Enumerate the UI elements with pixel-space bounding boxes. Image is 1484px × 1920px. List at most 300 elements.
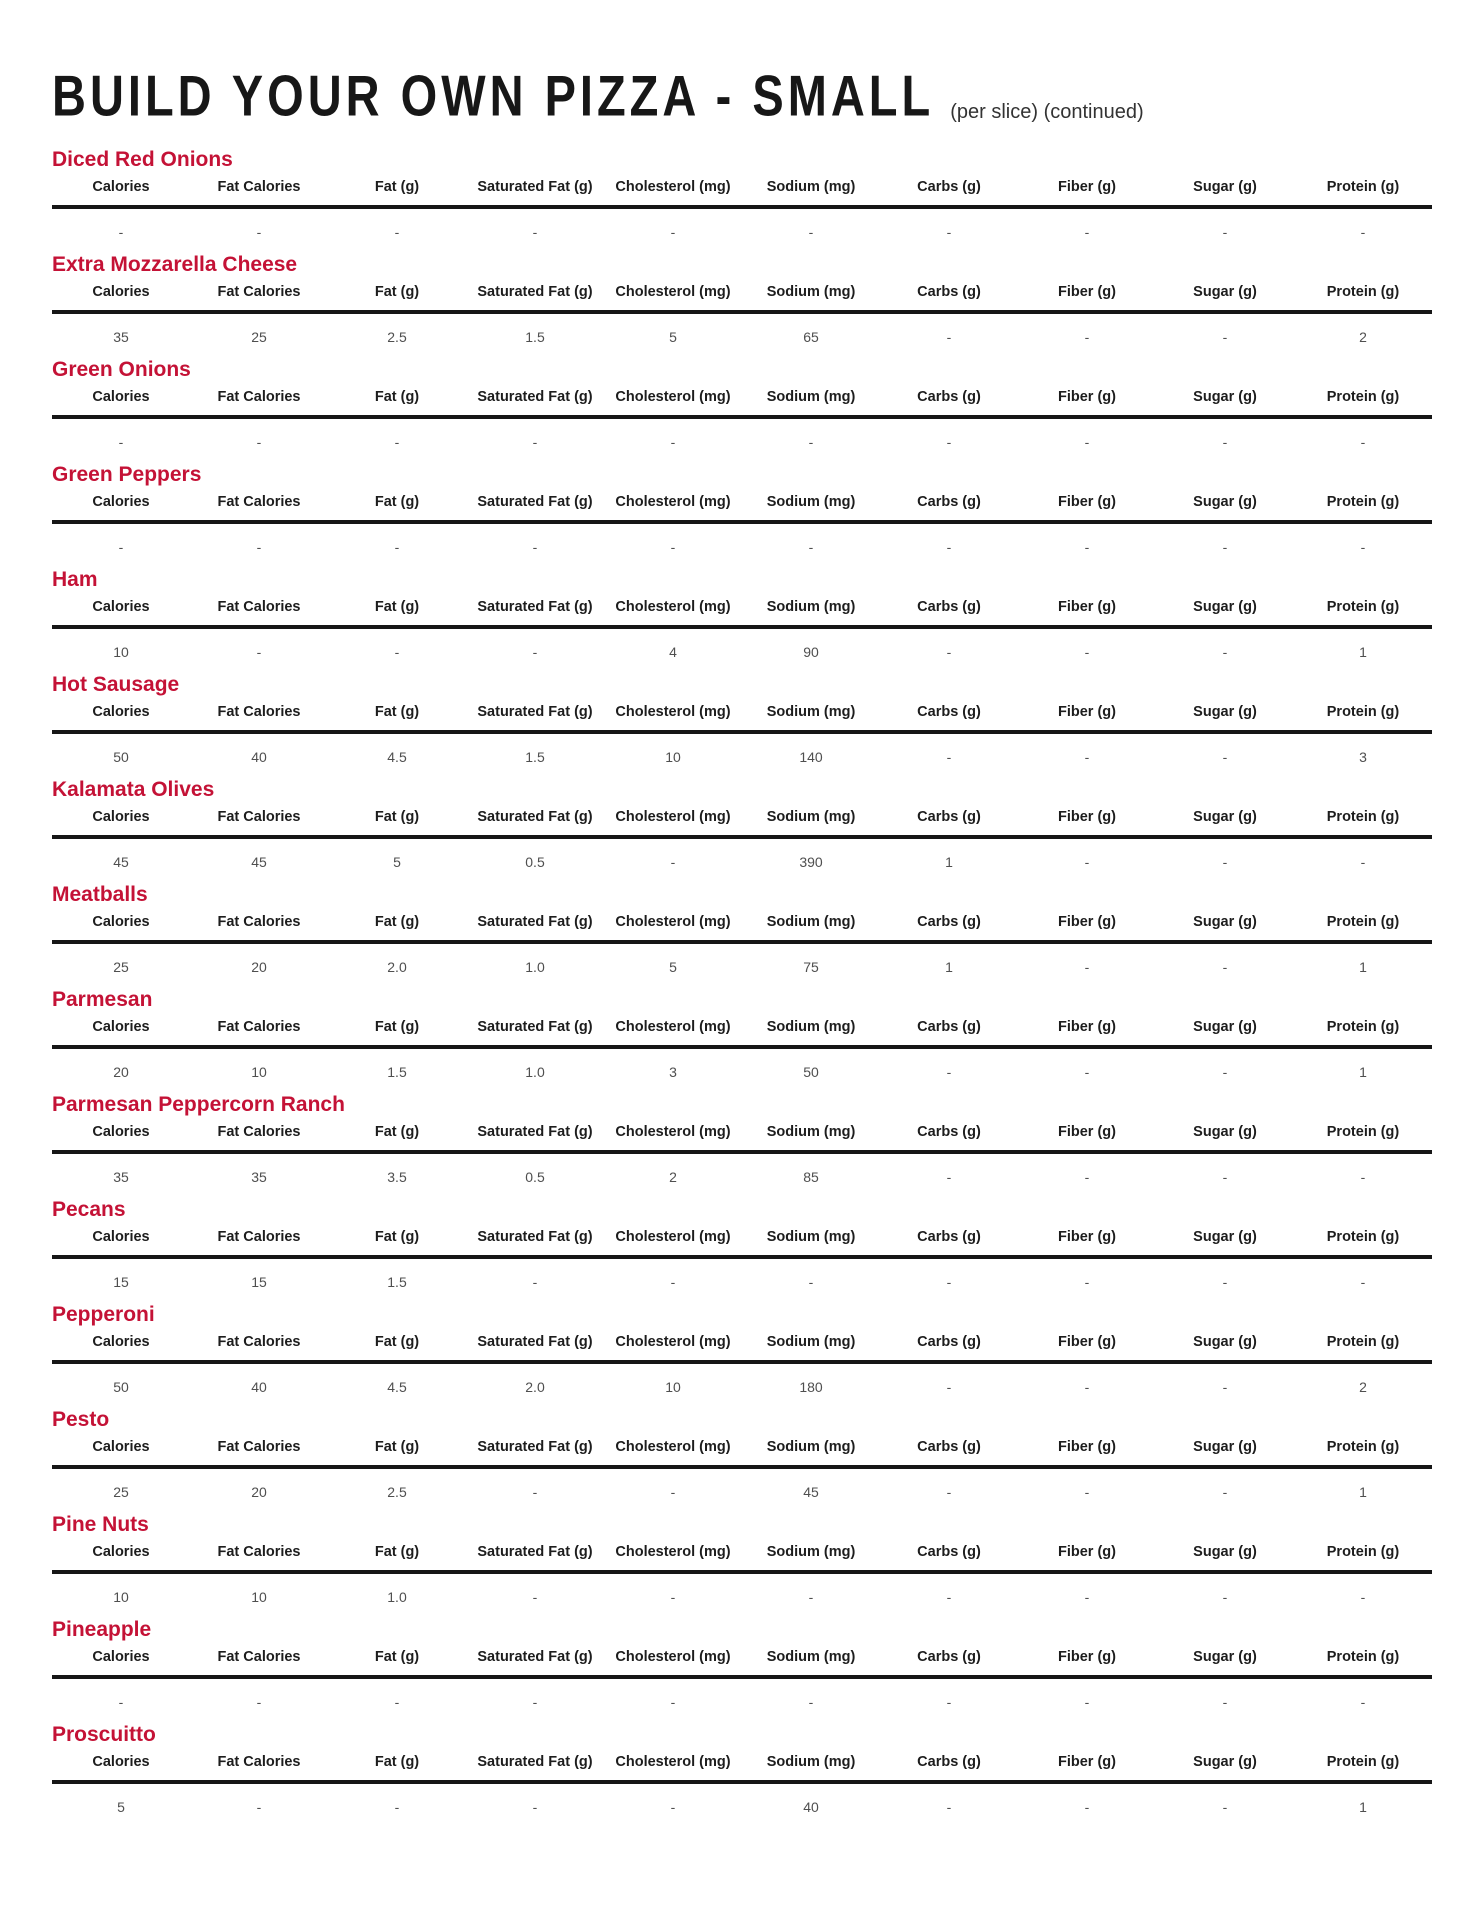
- column-header: Cholesterol (mg): [615, 1649, 731, 1665]
- column-header: Protein (g): [1326, 494, 1400, 510]
- column-header: Fiber (g): [1058, 284, 1116, 300]
- nutrition-table-header: [52, 1649, 1432, 1679]
- column-header: Fat (g): [374, 599, 420, 615]
- column-header: Carbs (g): [917, 389, 981, 405]
- value-cell: 1.0: [525, 959, 545, 975]
- value-cell: -: [1222, 644, 1228, 660]
- value-cell: -: [1084, 1379, 1090, 1395]
- value-cell: 1.0: [525, 1064, 545, 1080]
- nutrition-table-header: [52, 1544, 1432, 1574]
- value-cell: -: [946, 1064, 952, 1080]
- value-cell: -: [394, 1799, 400, 1815]
- column-header: Protein (g): [1326, 1019, 1400, 1035]
- value-cell: -: [1222, 1589, 1228, 1605]
- column-header: Cholesterol (mg): [615, 1124, 731, 1140]
- column-header: Fat Calories: [217, 284, 301, 300]
- column-header: Protein (g): [1326, 1649, 1400, 1665]
- value-cell: -: [1222, 1064, 1228, 1080]
- column-header: Fat Calories: [217, 1019, 301, 1035]
- value-cell: -: [532, 644, 538, 660]
- value-cell: -: [670, 1694, 676, 1710]
- value-cell: -: [808, 1589, 814, 1605]
- value-cell: -: [1084, 1799, 1090, 1815]
- column-header: Calories: [92, 1124, 150, 1140]
- column-header: Cholesterol (mg): [615, 179, 731, 195]
- column-header: Fiber (g): [1058, 1649, 1116, 1665]
- nutrition-table-header: [52, 1334, 1432, 1364]
- value-cell: -: [532, 224, 538, 240]
- nutrition-table-values: [52, 419, 1432, 451]
- value-cell: 65: [803, 329, 819, 345]
- column-header: Cholesterol (mg): [615, 1229, 731, 1245]
- value-cell: 5: [393, 854, 401, 870]
- section-heading: Hot Sausage: [52, 673, 180, 696]
- column-header: Calories: [92, 389, 150, 405]
- value-cell: 4.5: [387, 749, 407, 765]
- section-heading: Diced Red Onions: [52, 148, 233, 171]
- column-header: Fat Calories: [217, 1334, 301, 1350]
- column-header: Fat (g): [374, 1124, 420, 1140]
- column-header: Sodium (mg): [766, 1754, 856, 1770]
- column-header: Protein (g): [1326, 1334, 1400, 1350]
- column-header: Protein (g): [1326, 1544, 1400, 1560]
- value-cell: 1: [1359, 1799, 1367, 1815]
- value-cell: -: [532, 1274, 538, 1290]
- nutrition-table-values: [52, 1469, 1432, 1501]
- column-header: Fat Calories: [217, 1229, 301, 1245]
- value-cell: 25: [113, 959, 129, 975]
- column-header: Sodium (mg): [766, 1334, 856, 1350]
- value-cell: -: [670, 854, 676, 870]
- column-header: Calories: [92, 1544, 150, 1560]
- column-header: Sugar (g): [1193, 1124, 1257, 1140]
- value-cell: -: [946, 1799, 952, 1815]
- column-header: Fat (g): [374, 494, 420, 510]
- column-header: Sugar (g): [1193, 284, 1257, 300]
- section-heading: Meatballs: [52, 883, 148, 906]
- column-header: Carbs (g): [917, 284, 981, 300]
- topping-section: [52, 882, 1432, 976]
- topping-section: [52, 1407, 1432, 1501]
- value-cell: 5: [117, 1799, 125, 1815]
- column-header: Fat (g): [374, 1229, 420, 1245]
- value-cell: -: [256, 1694, 262, 1710]
- value-cell: -: [532, 434, 538, 450]
- column-header: Fat (g): [374, 1439, 420, 1455]
- value-cell: 40: [803, 1799, 819, 1815]
- column-header: Protein (g): [1326, 1229, 1400, 1245]
- section-heading: Kalamata Olives: [52, 778, 215, 801]
- column-header: Fat Calories: [217, 1754, 301, 1770]
- column-header: Sodium (mg): [766, 1649, 856, 1665]
- value-cell: -: [946, 644, 952, 660]
- value-cell: 20: [113, 1064, 129, 1080]
- value-cell: -: [1360, 1694, 1366, 1710]
- value-cell: -: [1084, 434, 1090, 450]
- column-header: Cholesterol (mg): [615, 599, 731, 615]
- column-header: Calories: [92, 494, 150, 510]
- value-cell: -: [808, 434, 814, 450]
- value-cell: 85: [803, 1169, 819, 1185]
- column-header: Saturated Fat (g): [477, 1124, 593, 1140]
- value-cell: -: [1084, 329, 1090, 345]
- value-cell: 20: [251, 959, 267, 975]
- value-cell: -: [1084, 1169, 1090, 1185]
- value-cell: -: [1222, 434, 1228, 450]
- column-header: Carbs (g): [917, 1754, 981, 1770]
- value-cell: 5: [669, 329, 677, 345]
- nutrition-table-header: [52, 1439, 1432, 1469]
- column-header: Fat Calories: [217, 494, 301, 510]
- column-header: Fat Calories: [217, 1124, 301, 1140]
- column-header: Sugar (g): [1193, 599, 1257, 615]
- nutrition-table-header: [52, 389, 1432, 419]
- column-header: Sugar (g): [1193, 1649, 1257, 1665]
- value-cell: -: [1222, 749, 1228, 765]
- value-cell: 45: [113, 854, 129, 870]
- value-cell: -: [946, 224, 952, 240]
- column-header: Protein (g): [1326, 284, 1400, 300]
- value-cell: -: [670, 434, 676, 450]
- column-header: Saturated Fat (g): [477, 179, 593, 195]
- section-heading: Parmesan Peppercorn Ranch: [52, 1093, 345, 1116]
- column-header: Protein (g): [1326, 704, 1400, 720]
- value-cell: -: [1084, 1274, 1090, 1290]
- column-header: Fat (g): [374, 809, 420, 825]
- value-cell: -: [1084, 1694, 1090, 1710]
- value-cell: 40: [251, 749, 267, 765]
- column-header: Fiber (g): [1058, 1544, 1116, 1560]
- value-cell: 15: [113, 1274, 129, 1290]
- value-cell: 1: [1359, 644, 1367, 660]
- value-cell: 50: [113, 749, 129, 765]
- topping-section: [52, 1197, 1432, 1291]
- value-cell: -: [946, 1274, 952, 1290]
- column-header: Saturated Fat (g): [477, 1439, 593, 1455]
- topping-section: [52, 567, 1432, 661]
- page-title: BUILD YOUR OWN PIZZA - SMALL: [52, 63, 935, 128]
- topping-section: [52, 777, 1432, 871]
- column-header: Sugar (g): [1193, 1229, 1257, 1245]
- column-header: Calories: [92, 914, 150, 930]
- value-cell: -: [394, 224, 400, 240]
- value-cell: 0.5: [525, 1169, 545, 1185]
- section-heading: Pepperoni: [52, 1303, 155, 1326]
- column-header: Calories: [92, 179, 150, 195]
- topping-section: [52, 357, 1432, 451]
- column-header: Saturated Fat (g): [477, 1754, 593, 1770]
- column-header: Cholesterol (mg): [615, 284, 731, 300]
- value-cell: -: [1222, 959, 1228, 975]
- value-cell: -: [1084, 224, 1090, 240]
- column-header: Sodium (mg): [766, 704, 856, 720]
- value-cell: -: [256, 644, 262, 660]
- column-header: Sodium (mg): [766, 1544, 856, 1560]
- value-cell: 25: [251, 329, 267, 345]
- column-header: Fat (g): [374, 179, 420, 195]
- value-cell: -: [946, 1379, 952, 1395]
- column-header: Protein (g): [1326, 1439, 1400, 1455]
- column-header: Fiber (g): [1058, 494, 1116, 510]
- page-header: [52, 63, 1432, 129]
- nutrition-table-values: [52, 1679, 1432, 1711]
- value-cell: -: [1360, 854, 1366, 870]
- value-cell: -: [1222, 1169, 1228, 1185]
- value-cell: 5: [669, 959, 677, 975]
- value-cell: 75: [803, 959, 819, 975]
- value-cell: 10: [665, 749, 681, 765]
- column-header: Protein (g): [1326, 914, 1400, 930]
- column-header: Saturated Fat (g): [477, 914, 593, 930]
- column-header: Sugar (g): [1193, 179, 1257, 195]
- value-cell: -: [1360, 1169, 1366, 1185]
- column-header: Fat Calories: [217, 1439, 301, 1455]
- column-header: Calories: [92, 284, 150, 300]
- value-cell: 0.5: [525, 854, 545, 870]
- column-header: Fat Calories: [217, 1544, 301, 1560]
- section-heading: Green Onions: [52, 358, 191, 381]
- column-header: Carbs (g): [917, 704, 981, 720]
- column-header: Fiber (g): [1058, 1019, 1116, 1035]
- column-header: Saturated Fat (g): [477, 494, 593, 510]
- column-header: Protein (g): [1326, 179, 1400, 195]
- value-cell: 4.5: [387, 1379, 407, 1395]
- value-cell: 50: [803, 1064, 819, 1080]
- column-header: Saturated Fat (g): [477, 1019, 593, 1035]
- value-cell: -: [1084, 1484, 1090, 1500]
- nutrition-table-values: [52, 524, 1432, 556]
- column-header: Cholesterol (mg): [615, 494, 731, 510]
- column-header: Fat (g): [374, 389, 420, 405]
- column-header: Saturated Fat (g): [477, 809, 593, 825]
- value-cell: -: [1360, 434, 1366, 450]
- section-heading: Extra Mozzarella Cheese: [52, 253, 298, 276]
- value-cell: -: [808, 1694, 814, 1710]
- topping-section: [52, 252, 1432, 346]
- value-cell: -: [946, 749, 952, 765]
- column-header: Saturated Fat (g): [477, 1334, 593, 1350]
- section-heading: Pecans: [52, 1198, 126, 1221]
- value-cell: -: [1084, 959, 1090, 975]
- column-header: Calories: [92, 809, 150, 825]
- topping-section: [52, 1302, 1432, 1396]
- column-header: Fat (g): [374, 1649, 420, 1665]
- value-cell: 2: [1359, 329, 1367, 345]
- column-header: Calories: [92, 599, 150, 615]
- value-cell: -: [670, 1484, 676, 1500]
- value-cell: -: [118, 1694, 124, 1710]
- value-cell: 10: [113, 644, 129, 660]
- column-header: Calories: [92, 1229, 150, 1245]
- value-cell: 1.0: [387, 1589, 407, 1605]
- value-cell: 1: [1359, 959, 1367, 975]
- value-cell: -: [808, 224, 814, 240]
- nutrition-table-header: [52, 914, 1432, 944]
- topping-section: [52, 462, 1432, 556]
- column-header: Sugar (g): [1193, 809, 1257, 825]
- value-cell: 1.5: [387, 1274, 407, 1290]
- column-header: Cholesterol (mg): [615, 389, 731, 405]
- column-header: Saturated Fat (g): [477, 599, 593, 615]
- section-heading: Pineapple: [52, 1618, 152, 1641]
- column-header: Cholesterol (mg): [615, 1334, 731, 1350]
- value-cell: 90: [803, 644, 819, 660]
- value-cell: -: [946, 434, 952, 450]
- column-header: Sodium (mg): [766, 284, 856, 300]
- nutrition-table-header: [52, 1019, 1432, 1049]
- column-header: Fiber (g): [1058, 1229, 1116, 1245]
- value-cell: -: [1222, 539, 1228, 555]
- value-cell: -: [1084, 749, 1090, 765]
- column-header: Carbs (g): [917, 1439, 981, 1455]
- value-cell: 2: [1359, 1379, 1367, 1395]
- nutrition-table-values: [52, 314, 1432, 346]
- column-header: Protein (g): [1326, 1124, 1400, 1140]
- column-header: Carbs (g): [917, 809, 981, 825]
- column-header: Sugar (g): [1193, 389, 1257, 405]
- value-cell: -: [670, 1589, 676, 1605]
- section-heading: Pine Nuts: [52, 1513, 149, 1536]
- column-header: Fat Calories: [217, 599, 301, 615]
- column-header: Sugar (g): [1193, 1754, 1257, 1770]
- nutrition-table-values: [52, 1049, 1432, 1081]
- column-header: Fat Calories: [217, 389, 301, 405]
- column-header: Cholesterol (mg): [615, 1439, 731, 1455]
- value-cell: 25: [113, 1484, 129, 1500]
- column-header: Fiber (g): [1058, 1439, 1116, 1455]
- column-header: Sugar (g): [1193, 1019, 1257, 1035]
- nutrition-table-values: [52, 209, 1432, 241]
- column-header: Carbs (g): [917, 494, 981, 510]
- section-heading: Parmesan: [52, 988, 153, 1011]
- value-cell: -: [1360, 224, 1366, 240]
- section-heading: Pesto: [52, 1408, 110, 1431]
- nutrition-table-values: [52, 944, 1432, 976]
- sections: [52, 147, 1432, 1816]
- value-cell: -: [1222, 854, 1228, 870]
- value-cell: -: [946, 1694, 952, 1710]
- section-heading: Proscuitto: [52, 1723, 156, 1746]
- column-header: Sodium (mg): [766, 1439, 856, 1455]
- column-header: Fat Calories: [217, 809, 301, 825]
- column-header: Fiber (g): [1058, 809, 1116, 825]
- value-cell: 35: [113, 1169, 129, 1185]
- value-cell: -: [808, 539, 814, 555]
- value-cell: -: [532, 1589, 538, 1605]
- value-cell: 4: [669, 644, 677, 660]
- section-heading: Green Peppers: [52, 463, 202, 486]
- value-cell: 1: [945, 854, 953, 870]
- value-cell: 390: [799, 854, 823, 870]
- column-header: Fat (g): [374, 1754, 420, 1770]
- column-header: Carbs (g): [917, 1019, 981, 1035]
- value-cell: -: [946, 1169, 952, 1185]
- value-cell: 1: [1359, 1484, 1367, 1500]
- value-cell: -: [1084, 644, 1090, 660]
- value-cell: -: [670, 224, 676, 240]
- column-header: Saturated Fat (g): [477, 1649, 593, 1665]
- column-header: Calories: [92, 1019, 150, 1035]
- value-cell: -: [1222, 1484, 1228, 1500]
- column-header: Sodium (mg): [766, 1019, 856, 1035]
- value-cell: 10: [251, 1589, 267, 1605]
- column-header: Fat (g): [374, 1019, 420, 1035]
- value-cell: -: [532, 1484, 538, 1500]
- value-cell: -: [946, 1589, 952, 1605]
- column-header: Saturated Fat (g): [477, 284, 593, 300]
- value-cell: 1: [945, 959, 953, 975]
- value-cell: -: [256, 1799, 262, 1815]
- value-cell: -: [670, 1274, 676, 1290]
- column-header: Sodium (mg): [766, 599, 856, 615]
- column-header: Carbs (g): [917, 1334, 981, 1350]
- value-cell: -: [118, 434, 124, 450]
- column-header: Carbs (g): [917, 914, 981, 930]
- topping-section: [52, 987, 1432, 1081]
- value-cell: 180: [799, 1379, 823, 1395]
- column-header: Saturated Fat (g): [477, 1544, 593, 1560]
- topping-section: [52, 1512, 1432, 1606]
- column-header: Fiber (g): [1058, 704, 1116, 720]
- column-header: Protein (g): [1326, 389, 1400, 405]
- column-header: Sugar (g): [1193, 1544, 1257, 1560]
- column-header: Fiber (g): [1058, 599, 1116, 615]
- value-cell: -: [1360, 1589, 1366, 1605]
- value-cell: 2.5: [387, 1484, 407, 1500]
- topping-section: [52, 1722, 1432, 1816]
- value-cell: -: [1222, 224, 1228, 240]
- column-header: Sugar (g): [1193, 704, 1257, 720]
- value-cell: 2.0: [525, 1379, 545, 1395]
- value-cell: -: [118, 539, 124, 555]
- nutrition-table-values: [52, 629, 1432, 661]
- column-header: Fiber (g): [1058, 179, 1116, 195]
- column-header: Calories: [92, 1334, 150, 1350]
- column-header: Sugar (g): [1193, 914, 1257, 930]
- value-cell: -: [532, 539, 538, 555]
- column-header: Sugar (g): [1193, 494, 1257, 510]
- nutrition-table-values: [52, 1784, 1432, 1816]
- column-header: Fat (g): [374, 914, 420, 930]
- value-cell: 35: [113, 329, 129, 345]
- value-cell: 2: [669, 1169, 677, 1185]
- column-header: Fat Calories: [217, 704, 301, 720]
- value-cell: 2.5: [387, 329, 407, 345]
- column-header: Cholesterol (mg): [615, 1754, 731, 1770]
- value-cell: -: [1360, 539, 1366, 555]
- value-cell: -: [670, 539, 676, 555]
- value-cell: -: [1222, 329, 1228, 345]
- value-cell: -: [946, 1484, 952, 1500]
- column-header: Cholesterol (mg): [615, 1544, 731, 1560]
- value-cell: 50: [113, 1379, 129, 1395]
- nutrition-table-values: [52, 734, 1432, 766]
- value-cell: 3: [669, 1064, 677, 1080]
- column-header: Fiber (g): [1058, 1334, 1116, 1350]
- value-cell: -: [1222, 1799, 1228, 1815]
- value-cell: 35: [251, 1169, 267, 1185]
- value-cell: 45: [251, 854, 267, 870]
- value-cell: 1: [1359, 1064, 1367, 1080]
- column-header: Fiber (g): [1058, 1124, 1116, 1140]
- nutrition-table-values: [52, 1259, 1432, 1291]
- column-header: Sodium (mg): [766, 179, 856, 195]
- value-cell: 10: [113, 1589, 129, 1605]
- column-header: Fiber (g): [1058, 389, 1116, 405]
- value-cell: 10: [251, 1064, 267, 1080]
- column-header: Fat Calories: [217, 1649, 301, 1665]
- value-cell: 15: [251, 1274, 267, 1290]
